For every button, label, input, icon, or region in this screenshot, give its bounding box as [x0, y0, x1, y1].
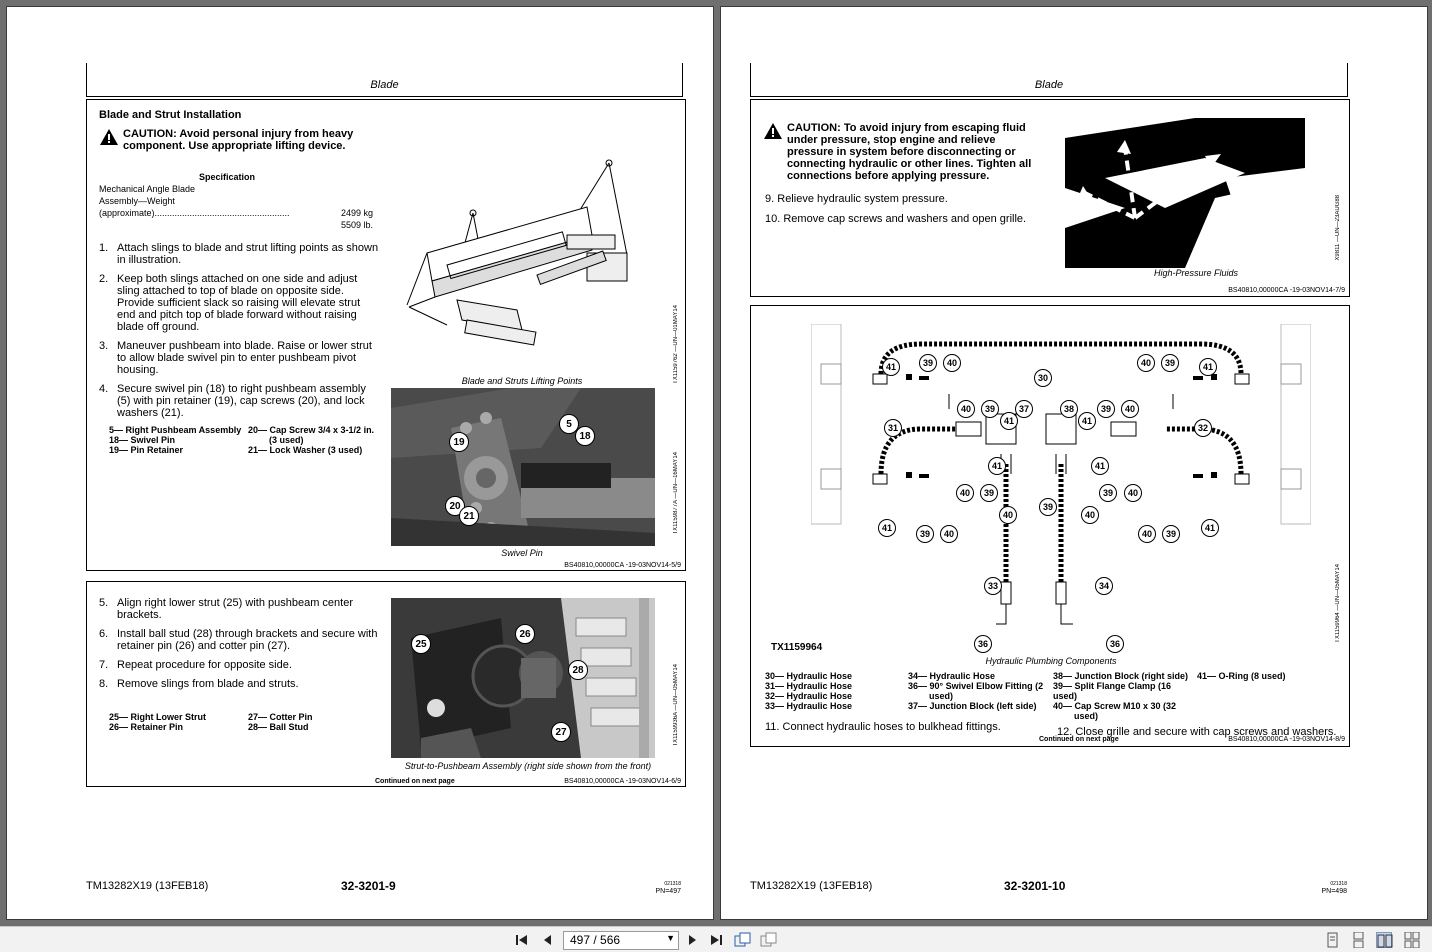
- reference-code: BS40810,00000CA -19-03NOV14-6/9: [564, 778, 681, 785]
- spec-line: Assembly—Weight: [99, 196, 175, 206]
- fit-width-button[interactable]: [760, 932, 776, 948]
- doc-id: TM13282X19 (13FEB18): [750, 880, 873, 892]
- continued-note: Continued on next page: [1039, 736, 1119, 743]
- callout-25: 25: [411, 634, 431, 654]
- doc-id: TM13282X19 (13FEB18): [86, 880, 209, 892]
- list-item: 8. Remove slings from blade and struts.: [99, 678, 299, 690]
- two-page-icon: [1377, 933, 1393, 949]
- figure-code: TX1159877A —UN—16MAY14: [673, 452, 679, 535]
- legend-item: 40— Cap Screw M10 x 30 (32: [1053, 701, 1177, 711]
- callout-41: 41: [882, 358, 900, 376]
- callout-39: 39: [916, 525, 934, 543]
- legend-col: [908, 671, 1048, 711]
- next-page-button[interactable]: [684, 932, 700, 948]
- date-code: 021318: [664, 881, 681, 887]
- section-box-pressure: [750, 99, 1350, 297]
- continuous-view-button[interactable]: [1350, 932, 1366, 948]
- warning-icon: [99, 128, 119, 146]
- callout-27: 27: [551, 722, 571, 742]
- legend-col: [1197, 671, 1297, 681]
- caution-block: [763, 122, 1035, 182]
- legend-item: 37— Junction Block (left side): [908, 701, 1037, 711]
- page-header: Blade: [750, 63, 1348, 97]
- callout-26: 26: [515, 624, 535, 644]
- callout-39: 39: [1162, 525, 1180, 543]
- callout-31: 31: [884, 419, 902, 437]
- callout-40: 40: [999, 506, 1017, 524]
- continuous-page-icon: [1350, 932, 1366, 948]
- callout-33: 33: [984, 577, 1002, 595]
- spec-line: Mechanical Angle Blade: [99, 184, 196, 194]
- last-page-icon: [708, 932, 724, 948]
- steps-list: [99, 242, 379, 426]
- list-item: 4. Secure swivel pin (18) to right pushbeam assembly (5) with pin retainer (19), cap screws (20), and lock washers (21).: [99, 383, 366, 419]
- callout-32: 32: [1194, 419, 1212, 437]
- figure-caption: High-Pressure Fluids: [1153, 268, 1239, 278]
- legend-item: 30— Hydraulic Hose: [765, 671, 853, 681]
- spec-line: (approximate)......................................................: [99, 208, 290, 218]
- page-number-value: 497 / 566: [570, 933, 621, 947]
- legend-item: 36— 90° Swivel Elbow Fitting (2: [908, 681, 1044, 691]
- single-page-icon: [1324, 932, 1340, 948]
- legend-item: 33— Hydraulic Hose: [765, 701, 853, 711]
- callout-40: 40: [940, 525, 958, 543]
- list-item: 6. Install ball stud (28) through brackets and secure with retainer pin (26) and cotter pin (27).: [99, 628, 378, 652]
- fit-width-icon: [760, 932, 778, 948]
- callout-39: 39: [1097, 400, 1115, 418]
- legend-col: [1053, 671, 1195, 721]
- left-page: [6, 6, 714, 920]
- list-item: 2. Keep both slings attached on one side and adjust sling attached to top of blade on opposite side. Provide sufficient slack so raising will elevate strut end and pitch top of blade forward without raising blade off ground.: [99, 273, 361, 333]
- high-pressure-fluid-illustration: [1065, 118, 1305, 268]
- first-page-icon: [514, 932, 530, 948]
- single-page-view-button[interactable]: [1324, 932, 1340, 948]
- page-number-input[interactable]: [563, 931, 679, 950]
- callout-36: 36: [974, 635, 992, 653]
- warning-icon: [763, 122, 783, 140]
- callout-41: 41: [988, 457, 1006, 475]
- page-number: 32-3201-10: [1004, 879, 1066, 893]
- legend-item: 39— Split Flange Clamp (16 used): [1053, 681, 1172, 701]
- figure-caption: Blade and Struts Lifting Points: [461, 376, 583, 386]
- legend-item: 38— Junction Block (right side): [1053, 671, 1189, 681]
- fit-page-icon: [734, 932, 752, 948]
- legend-item: (3 used): [269, 435, 304, 445]
- reference-code: BS40810,00000CA -19-03NOV14-5/9: [564, 562, 681, 569]
- legend-item: 25— Right Lower Strut: [109, 712, 207, 722]
- callout-40: 40: [957, 400, 975, 418]
- section-box-strut: [86, 581, 686, 787]
- two-page-view-button[interactable]: [1376, 932, 1392, 948]
- callout-39: 39: [981, 400, 999, 418]
- callout-21: 21: [459, 506, 479, 526]
- figure-code: TX1159762 —UN—01MAY14: [673, 305, 679, 384]
- step-12: 12. Close grille and secure with cap screws and washers.: [1057, 726, 1337, 738]
- next-page-icon: [684, 932, 700, 948]
- callout-19: 19: [449, 432, 469, 452]
- legend-item: 5— Right Pushbeam Assembly: [109, 425, 242, 435]
- figure-code: TX1159964 —UN—05MAY14: [1335, 564, 1341, 643]
- prev-page-icon: [540, 932, 556, 948]
- step-9: 9. Relieve hydraulic system pressure.: [765, 193, 948, 205]
- callout-40: 40: [956, 484, 974, 502]
- legend-item: 32— Hydraulic Hose: [765, 691, 853, 701]
- legend-item: 41— O-Ring (8 used): [1197, 671, 1286, 681]
- spec-value-lb: 5509 lb.: [341, 220, 374, 230]
- figure-code: X9811 —UN—23AUG88: [1335, 195, 1341, 261]
- blade-lifting-illustration: [387, 155, 655, 380]
- section-title: Blade and Strut Installation: [99, 109, 242, 121]
- list-item: 5. Align right lower strut (25) with pushbeam center brackets.: [99, 597, 353, 621]
- callout-39: 39: [1161, 354, 1179, 372]
- callout-41: 41: [1199, 358, 1217, 376]
- swivel-pin-photo: [391, 388, 655, 546]
- legend-item: used): [929, 691, 954, 701]
- chevron-down-icon[interactable]: ▼: [666, 933, 675, 943]
- callout-39: 39: [919, 354, 937, 372]
- strut-pushbeam-photo: [391, 598, 655, 758]
- callout-30: 30: [1034, 369, 1052, 387]
- right-page: [720, 6, 1428, 920]
- callout-41: 41: [1091, 457, 1109, 475]
- figure-id: TX1159964: [771, 642, 823, 653]
- callout-39: 39: [1099, 484, 1117, 502]
- legend-item: 19— Pin Retainer: [109, 445, 184, 455]
- callout-41: 41: [1201, 519, 1219, 537]
- legend-col: [109, 712, 249, 732]
- callout-36: 36: [1106, 635, 1124, 653]
- legend-item: 27— Cotter Pin: [248, 712, 313, 722]
- legend-item: 28— Ball Stud: [248, 722, 309, 732]
- callout-37: 37: [1015, 400, 1033, 418]
- continued-note: Continued on next page: [375, 778, 455, 785]
- legend-item: used): [1074, 711, 1099, 721]
- fit-page-button[interactable]: [734, 932, 750, 948]
- list-item: 3. Maneuver pushbeam into blade. Raise or lower strut to allow blade swivel pin to enter pushbeam pivot housing.: [99, 340, 372, 376]
- step-10: 10. Remove cap screws and washers and open grille.: [765, 213, 1027, 225]
- steps-list: [99, 597, 379, 697]
- prev-page-button[interactable]: [540, 932, 556, 948]
- callout-39: 39: [1039, 498, 1057, 516]
- callout-20: 20: [445, 496, 465, 516]
- callout-18: 18: [575, 426, 595, 446]
- caution-text: CAUTION: Avoid personal injury from heavy component. Use appropriate lifting device.: [123, 128, 354, 152]
- list-item: 1. Attach slings to blade and strut lifting points as shown in illustration.: [99, 242, 379, 266]
- section-box-blade-install: [86, 99, 686, 571]
- legend-item: 26— Retainer Pin: [109, 722, 184, 732]
- last-page-button[interactable]: [708, 932, 724, 948]
- legend-item: 31— Hydraulic Hose: [765, 681, 853, 691]
- date-code: 021318: [1330, 881, 1347, 887]
- callout-39: 39: [980, 484, 998, 502]
- figure-caption: Strut-to-Pushbeam Assembly (right side shown from the front): [404, 761, 652, 771]
- spec-value-kg: 2499 kg: [341, 208, 374, 218]
- step-11: 11. Connect hydraulic hoses to bulkhead fittings.: [765, 721, 1001, 733]
- callout-41: 41: [878, 519, 896, 537]
- caution-block: [99, 128, 369, 152]
- legend-col: [248, 425, 383, 455]
- figure-code: TX1159936A —UN—05MAY14: [673, 664, 679, 747]
- legend-item: 20— Cap Screw 3/4 x 3-1/2 in.: [248, 425, 375, 435]
- figure-caption: Swivel Pin: [501, 548, 543, 558]
- viewer-toolbar: [0, 926, 1432, 952]
- caution-text: CAUTION: To avoid injury from escaping fluid under pressure, stop engine and relieve pressure in system before disconnecting or connecting hydraulic or other lines. Tighten all connections before applying pressure.: [787, 122, 1032, 182]
- reference-code: BS40810,00000CA -19-03NOV14-8/9: [1228, 736, 1345, 743]
- pn-number: PN=498: [1321, 888, 1347, 895]
- two-page-continuous-icon: [1404, 932, 1420, 948]
- legend-col: [109, 425, 249, 455]
- page-number: 32-3201-9: [341, 879, 396, 893]
- list-item: 7. Repeat procedure for opposite side.: [99, 659, 292, 671]
- callout-40: 40: [1124, 484, 1142, 502]
- reference-code: BS40810,00000CA -19-03NOV14-7/9: [1228, 287, 1345, 294]
- legend-col: [248, 712, 368, 732]
- callout-40: 40: [943, 354, 961, 372]
- callout-41: 41: [1000, 412, 1018, 430]
- first-page-button[interactable]: [514, 932, 530, 948]
- callout-5: 5: [559, 414, 579, 434]
- callout-40: 40: [1138, 525, 1156, 543]
- page-header: Blade: [86, 63, 683, 97]
- callout-41: 41: [1078, 412, 1096, 430]
- legend-item: 18— Swivel Pin: [109, 435, 176, 445]
- callout-28: 28: [568, 660, 588, 680]
- legend-item: 34— Hydraulic Hose: [908, 671, 996, 681]
- callout-40: 40: [1081, 506, 1099, 524]
- callout-40: 40: [1121, 400, 1139, 418]
- figure-caption: Hydraulic Plumbing Components: [985, 656, 1117, 666]
- pn-number: PN=497: [655, 888, 681, 895]
- spec-title: Specification: [199, 172, 256, 182]
- legend-col: [765, 671, 905, 711]
- section-box-hydraulic: [750, 305, 1350, 747]
- two-page-continuous-button[interactable]: [1404, 932, 1420, 948]
- legend-item: 21— Lock Washer (3 used): [248, 445, 363, 455]
- callout-34: 34: [1095, 577, 1113, 595]
- callout-40: 40: [1137, 354, 1155, 372]
- callout-38: 38: [1060, 400, 1078, 418]
